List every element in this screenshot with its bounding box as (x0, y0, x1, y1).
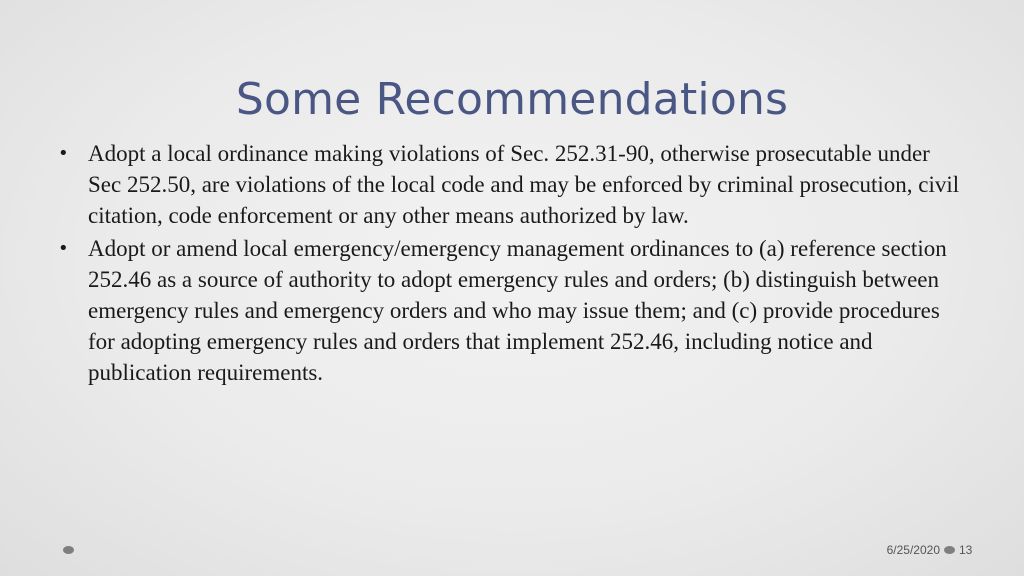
bullet-text: Adopt or amend local emergency/emergency management ordinances to (a) reference section 252.46 as a source of authority to adopt emergency rules and orders; (b) distinguish between emergency rules and emergency orders and who may issue them; and (c) provide procedures for adopting emergency rules and orders that implement 252.46, including notice and publication requirements. (88, 236, 947, 385)
bullet-marker: • (58, 143, 69, 164)
slide-title: Some Recommendations (235, 74, 789, 125)
bullet-marker: • (58, 238, 69, 259)
slide-number: 13 (959, 543, 973, 557)
footer-left-decoration (63, 546, 74, 554)
bullet-item (56, 233, 966, 388)
bullet-item (56, 138, 966, 231)
footer-separator-dot (944, 546, 955, 554)
bullet-text: Adopt a local ordinance making violations of Sec. 252.31-90, otherwise prosecutable under Sec 252.50, are violations of the local code and may be enforced by criminal prosecution, civil citation, code enforcement or any other means authorized by law. (88, 141, 960, 228)
footer-date: 6/25/2020 (886, 543, 940, 557)
bullet-list (56, 138, 966, 390)
